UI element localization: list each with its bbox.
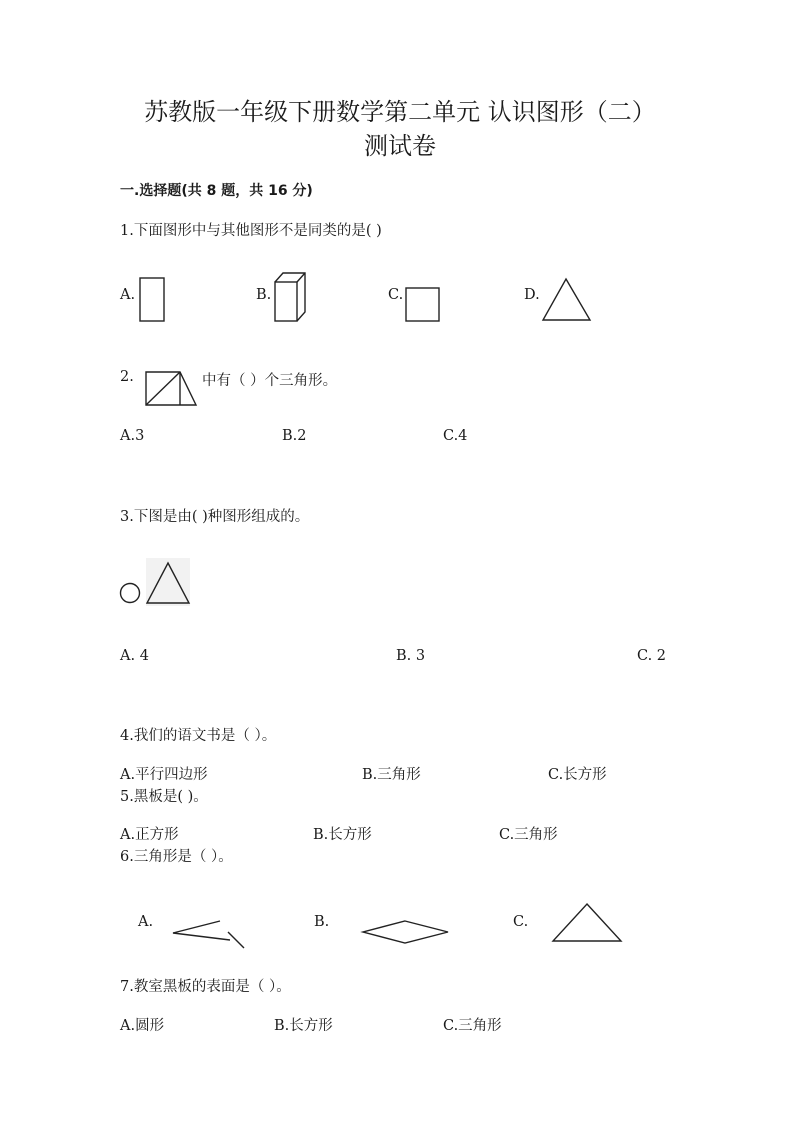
q2-option-b[interactable]: B.2 xyxy=(282,428,307,444)
q5-option-a[interactable]: A.正方形 xyxy=(120,827,179,843)
q6-rhombus-figure xyxy=(360,918,452,948)
section-heading: 一.选择题(共 8 题，共 16 分) xyxy=(120,183,313,199)
q1-cuboid-figure xyxy=(272,270,310,326)
q7-option-b[interactable]: B.长方形 xyxy=(274,1018,333,1034)
q4-option-b[interactable]: B.三角形 xyxy=(362,767,421,783)
question-2-text: 中有（ ）个三角形。 xyxy=(202,373,338,389)
question-7-text: 7.教室黑板的表面是（ ）。 xyxy=(120,979,291,995)
question-6-text: 6.三角形是（ ）。 xyxy=(120,849,233,865)
q6-triangle-figure xyxy=(550,900,626,946)
question-5-text: 5.黑板是( )。 xyxy=(120,789,208,805)
q4-option-c[interactable]: C.长方形 xyxy=(548,767,607,783)
q4-option-a[interactable]: A.平行四边形 xyxy=(120,767,208,783)
q2-trapezoid-figure xyxy=(144,370,200,408)
q1-square-figure xyxy=(404,286,444,326)
q3-option-c[interactable]: C. 2 xyxy=(637,648,667,664)
q3-circle-triangle-figure xyxy=(118,558,198,608)
q1-option-d-label[interactable]: D. xyxy=(524,287,540,303)
page-title: 苏教版一年级下册数学第二单元 认识图形（二） xyxy=(144,98,656,126)
q1-option-a-label[interactable]: A. xyxy=(120,287,136,303)
q1-option-c-label[interactable]: C. xyxy=(388,287,404,303)
q1-triangle-figure xyxy=(540,276,594,324)
q5-option-b[interactable]: B.长方形 xyxy=(313,827,372,843)
q6-option-c-label[interactable]: C. xyxy=(513,914,529,930)
question-4-text: 4.我们的语文书是（ ）。 xyxy=(120,728,277,744)
q1-rectangle-figure xyxy=(138,276,168,324)
q7-option-c[interactable]: C.三角形 xyxy=(443,1018,502,1034)
q7-option-a[interactable]: A.圆形 xyxy=(120,1018,165,1034)
q3-option-b[interactable]: B. 3 xyxy=(396,648,426,664)
q6-option-b-label[interactable]: B. xyxy=(314,914,330,930)
q3-option-a[interactable]: A. 4 xyxy=(120,648,149,664)
q2-option-c[interactable]: C.4 xyxy=(443,428,468,444)
q6-open-angle-figure xyxy=(170,918,250,952)
q5-option-c[interactable]: C.三角形 xyxy=(499,827,558,843)
q2-option-a[interactable]: A.3 xyxy=(120,428,145,444)
page-subtitle: 测试卷 xyxy=(364,132,436,160)
question-1-text: 1.下面图形中与其他图形不是同类的是( ) xyxy=(120,223,382,239)
q6-option-a-label[interactable]: A. xyxy=(138,914,154,930)
question-2-number: 2. xyxy=(120,369,134,385)
question-3-text: 3.下图是由( )种图形组成的。 xyxy=(120,509,310,525)
q1-option-b-label[interactable]: B. xyxy=(256,287,272,303)
